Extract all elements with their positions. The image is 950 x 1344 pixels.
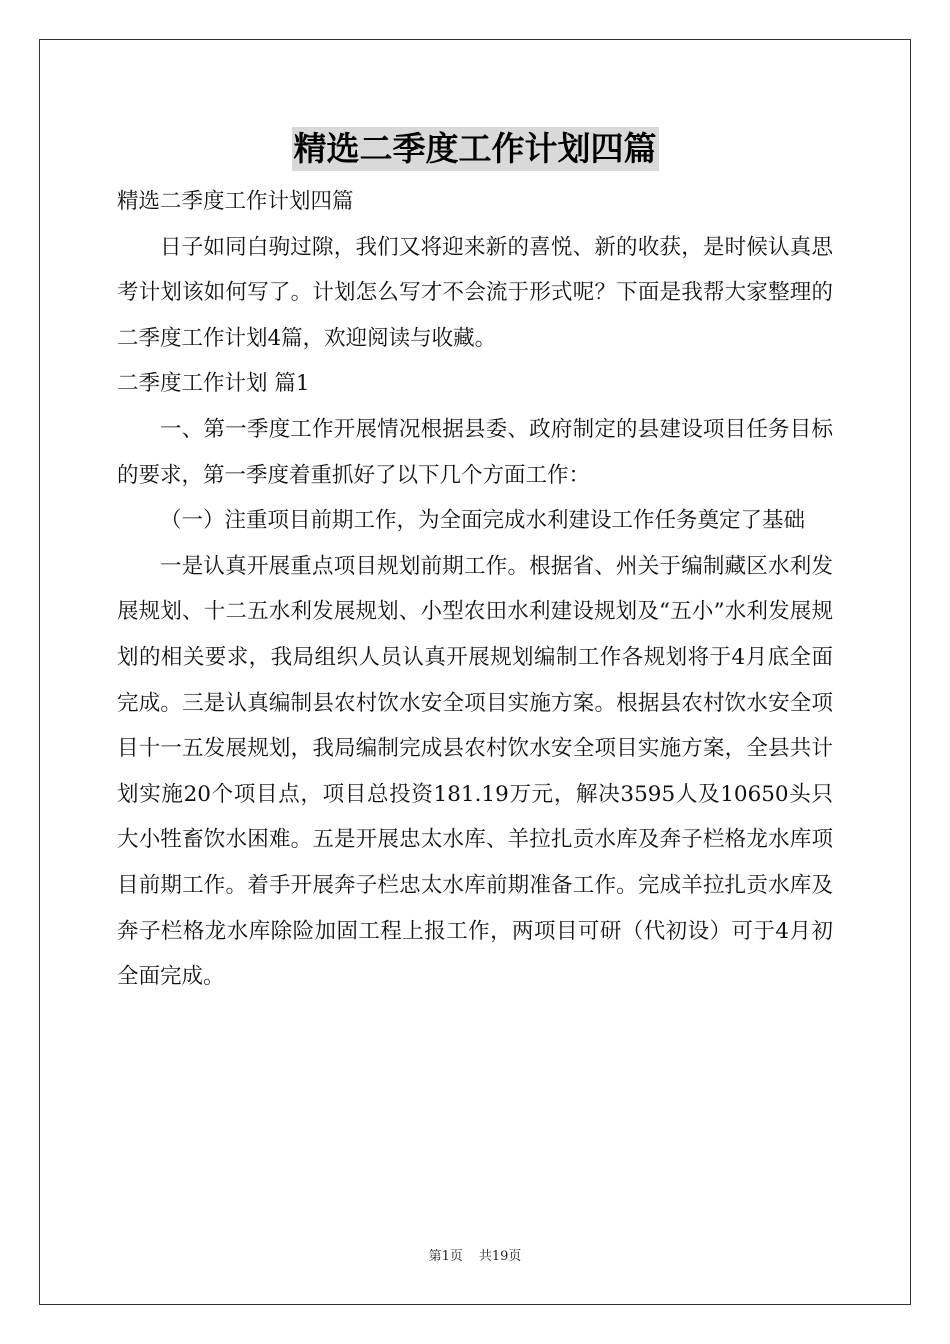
document-title: 精选二季度工作计划四篇 <box>292 127 659 171</box>
title-wrap <box>0 127 950 171</box>
paragraph-q1-overview: 一、第一季度工作开展情况根据县委、政府制定的县建设项目任务目标的要求，第一季度着重抓好了以下几个方面工作： <box>117 416 833 488</box>
paragraph-subtitle: 精选二季度工作计划四篇 <box>117 189 354 214</box>
page-number: 第1页 <box>428 1249 463 1264</box>
paragraph-details: 一是认真开展重点项目规划前期工作。根据省、州关于编制藏区水利发展规划、十二五水利发展规划、小型农田水利建设规划及“五小”水利发展规划的相关要求，我局组织人员认真开展规划编制工作各规划将于4月底全面完成。三是认真编制县农村饮水安全项目实施方案。根据县农村饮水安全项目十一五发展规划，我局编制完成县农村饮水安全项目实施方案，全县共计划实施20个项目点，项目总投资181.19万元，解决3595人及10650头只大小牲畜饮水困难。五是开展忠太水库、羊拉扎贡水库及奔子栏格龙水库项目前期工作。着手开展奔子栏忠太水库前期准备工作。完成羊拉扎贡水库及奔子栏格龙水库除险加固工程上报工作，两项目可研（代初设）可于4月初全面完成。 <box>117 553 833 990</box>
page-total: 共19页 <box>478 1249 522 1264</box>
document-body <box>117 179 833 1000</box>
section-heading: 二季度工作计划 篇1 <box>117 371 310 397</box>
paragraph-subheading: （一）注重项目前期工作，为全面完成水利建设工作任务奠定了基础 <box>160 508 806 534</box>
paragraph-intro: 日子如同白驹过隙，我们又将迎来新的喜悦、新的收获，是时候认真思考计划该如何写了。计划怎么写才不会流于形式呢？下面是我帮大家整理的二季度工作计划4篇，欢迎阅读与收藏。 <box>117 234 833 351</box>
page-footer <box>0 1245 950 1264</box>
